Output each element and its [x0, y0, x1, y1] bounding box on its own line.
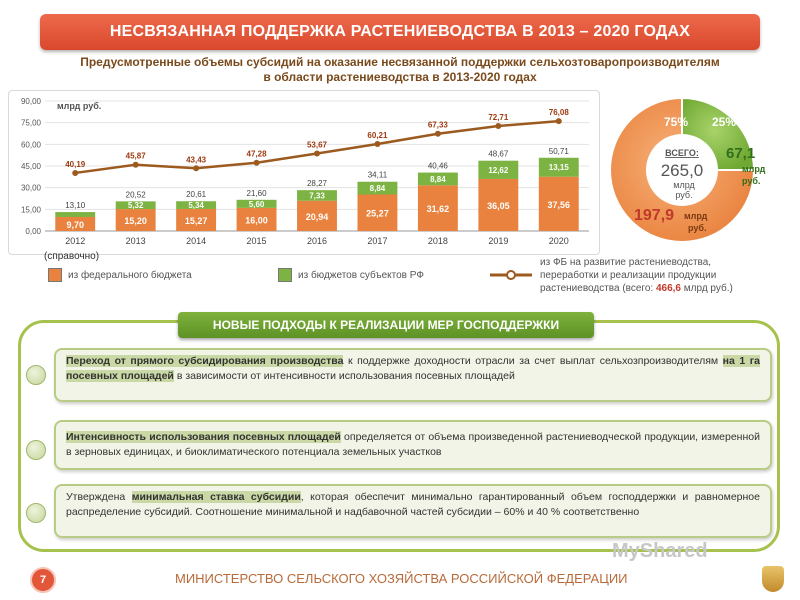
x-tick-label: 2016	[306, 236, 328, 246]
pie-federal-pct: 75%	[664, 115, 689, 129]
svg-text:руб.: руб.	[675, 190, 693, 200]
line-point-label: 76,08	[548, 108, 569, 118]
bar-total-label: 20,52	[125, 190, 146, 200]
line-point-label: 43,43	[186, 155, 207, 165]
page-number: 7	[30, 567, 56, 593]
svg-text:млрд: млрд	[673, 180, 695, 190]
emblem-icon	[762, 566, 784, 592]
bar-federal-label: 37,56	[547, 199, 571, 210]
x-tick-label: 2018	[427, 236, 448, 246]
line-point	[72, 170, 78, 176]
line-point	[495, 123, 501, 129]
line-point	[314, 150, 320, 156]
bar-regional-label: 7,33	[309, 191, 325, 201]
approach-card-3: Утверждена минимальная ставка субсидии, которая обеспечит минимально гарантированный объем господдержки и равномерное распределение субсидий. Соотношение минимальной и надбавочной частей субсидии – 60% и 40 % соответственно	[54, 484, 772, 538]
legend-line: из ФБ на развитие растениеводства, переработки и реализации продукции растениеводства (всего: 466,6 млрд руб.)	[488, 262, 733, 295]
line-point	[374, 141, 380, 147]
bar-total-label: 28,27	[306, 179, 328, 189]
watermark: MyShared	[612, 540, 708, 562]
line-point-label: 45,87	[125, 151, 146, 161]
line-point	[133, 162, 139, 168]
pie-chart-frame	[604, 90, 794, 255]
pie-regional-value: 67,1	[726, 145, 756, 162]
y-tick-label: 0,00	[25, 227, 41, 236]
approach-card-1: Переход от прямого субсидирования производства к поддержке доходности отрасли за счет выплат сельхозпроизводителям на 1 га посевных площадей в зависимости от интенсивности использования посевных площадей	[54, 348, 772, 402]
bullet-3-icon	[26, 503, 46, 523]
bar-regional-label: 5,32	[127, 201, 144, 211]
svg-text:млрд: млрд	[742, 164, 766, 174]
bar-total-label: 50,71	[548, 146, 569, 156]
bar-federal-label: 31,62	[426, 204, 450, 215]
bar-federal-label: 36,05	[487, 200, 510, 211]
pie-chart	[604, 90, 794, 255]
x-tick-label: 2020	[548, 236, 569, 246]
bar-total-label: 21,60	[246, 188, 267, 198]
bar-total-label: 20,61	[186, 190, 207, 200]
y-tick-label: 45,00	[20, 162, 41, 171]
bar-regional-label: 12,62	[488, 165, 509, 175]
bar-federal-label: 20,94	[305, 211, 329, 222]
y-unit-label: млрд руб.	[57, 101, 102, 111]
bar-regional-label: 13,15	[548, 163, 569, 173]
x-tick-label: 2015	[246, 236, 267, 246]
y-tick-label: 90,00	[20, 97, 41, 106]
line-point-label: 60,21	[367, 131, 388, 141]
bullet-1-icon	[26, 365, 46, 385]
bullet-2-icon	[26, 440, 46, 460]
reference-note: (справочно)	[44, 251, 100, 262]
line-point	[254, 160, 260, 166]
legend-regional: из бюджетов субъектов РФ	[278, 268, 424, 282]
line-point-label: 53,67	[306, 140, 328, 150]
bar-regional-label: 5,34	[188, 201, 204, 211]
bar-federal-label: 15,20	[124, 216, 147, 227]
pie-federal-value: 197,9	[634, 207, 675, 224]
line-point-label: 72,71	[488, 112, 509, 122]
x-tick-label: 2014	[186, 236, 207, 246]
line-total: 466,6	[655, 283, 681, 294]
legend-line-marker	[488, 268, 534, 282]
line-point-label: 47,28	[246, 149, 267, 159]
bar-chart-frame	[8, 90, 600, 255]
bar-chart	[9, 91, 601, 256]
y-tick-label: 15,00	[20, 205, 41, 215]
bar-total-label: 34,11	[367, 170, 388, 180]
approach-card-2: Интенсивность использования посевных площадей определяется от объема произведенной растениеводческой продукции, измеренной в зерновых единицах, и биоклиматического потенциала земельных участков	[54, 420, 772, 470]
x-tick-label: 2012	[65, 236, 86, 246]
svg-text:руб.: руб.	[742, 176, 761, 186]
x-tick-label: 2019	[488, 236, 509, 246]
pie-total-label: ВСЕГО:	[665, 148, 699, 158]
legend-federal: из федерального бюджета	[48, 268, 192, 282]
line-point-label: 67,33	[427, 120, 448, 130]
legend-federal-swatch	[48, 268, 62, 282]
bar-regional-label: 8,84	[369, 184, 386, 194]
ministry-footer: МИНИСТЕРСТВО СЕЛЬСКОГО ХОЗЯЙСТВА РОССИЙСКОЙ ФЕДЕРАЦИИ	[175, 571, 628, 586]
slide-title: НЕСВЯЗАННАЯ ПОДДЕРЖКА РАСТЕНИЕВОДСТВА В 2013 – 2020 ГОДАХ	[40, 14, 760, 50]
bar-federal-label: 15,27	[184, 215, 208, 226]
bar-total-label: 40,46	[427, 161, 448, 171]
line-point	[193, 165, 199, 171]
line-point	[435, 131, 441, 137]
approaches-title: НОВЫЕ ПОДХОДЫ К РЕАЛИЗАЦИИ МЕР ГОСПОДДЕРЖКИ	[178, 312, 594, 338]
y-tick-label: 75,00	[20, 118, 41, 128]
line-point	[556, 118, 562, 124]
svg-text:руб.: руб.	[688, 223, 707, 233]
bar-regional	[55, 212, 95, 217]
line-point-label: 40,19	[65, 159, 86, 169]
pie-regional-pct: 25%	[712, 115, 737, 129]
bar-federal-label: 25,27	[366, 208, 389, 219]
chart-subtitle: Предусмотренные объемы субсидий на оказание несвязанной поддержки сельхозтоваропроизводителям в области растениеводства в 2013-2020 годах	[80, 55, 720, 84]
x-tick-label: 2013	[125, 236, 146, 246]
bar-federal-label: 16,00	[245, 215, 268, 226]
y-tick-label: 30,00	[20, 183, 41, 193]
bar-regional-label: 8,84	[430, 174, 446, 184]
x-tick-label: 2017	[367, 236, 388, 246]
bar-federal-label: 9,70	[66, 219, 84, 230]
bar-regional-label: 5,60	[248, 199, 265, 209]
legend-regional-swatch	[278, 268, 292, 282]
bar-total-label: 48,67	[488, 149, 509, 159]
y-tick-label: 60,00	[20, 140, 41, 150]
svg-text:млрд: млрд	[684, 211, 708, 221]
bar-total-label: 13,10	[65, 201, 86, 211]
pie-total-value: 265,0	[660, 161, 704, 180]
